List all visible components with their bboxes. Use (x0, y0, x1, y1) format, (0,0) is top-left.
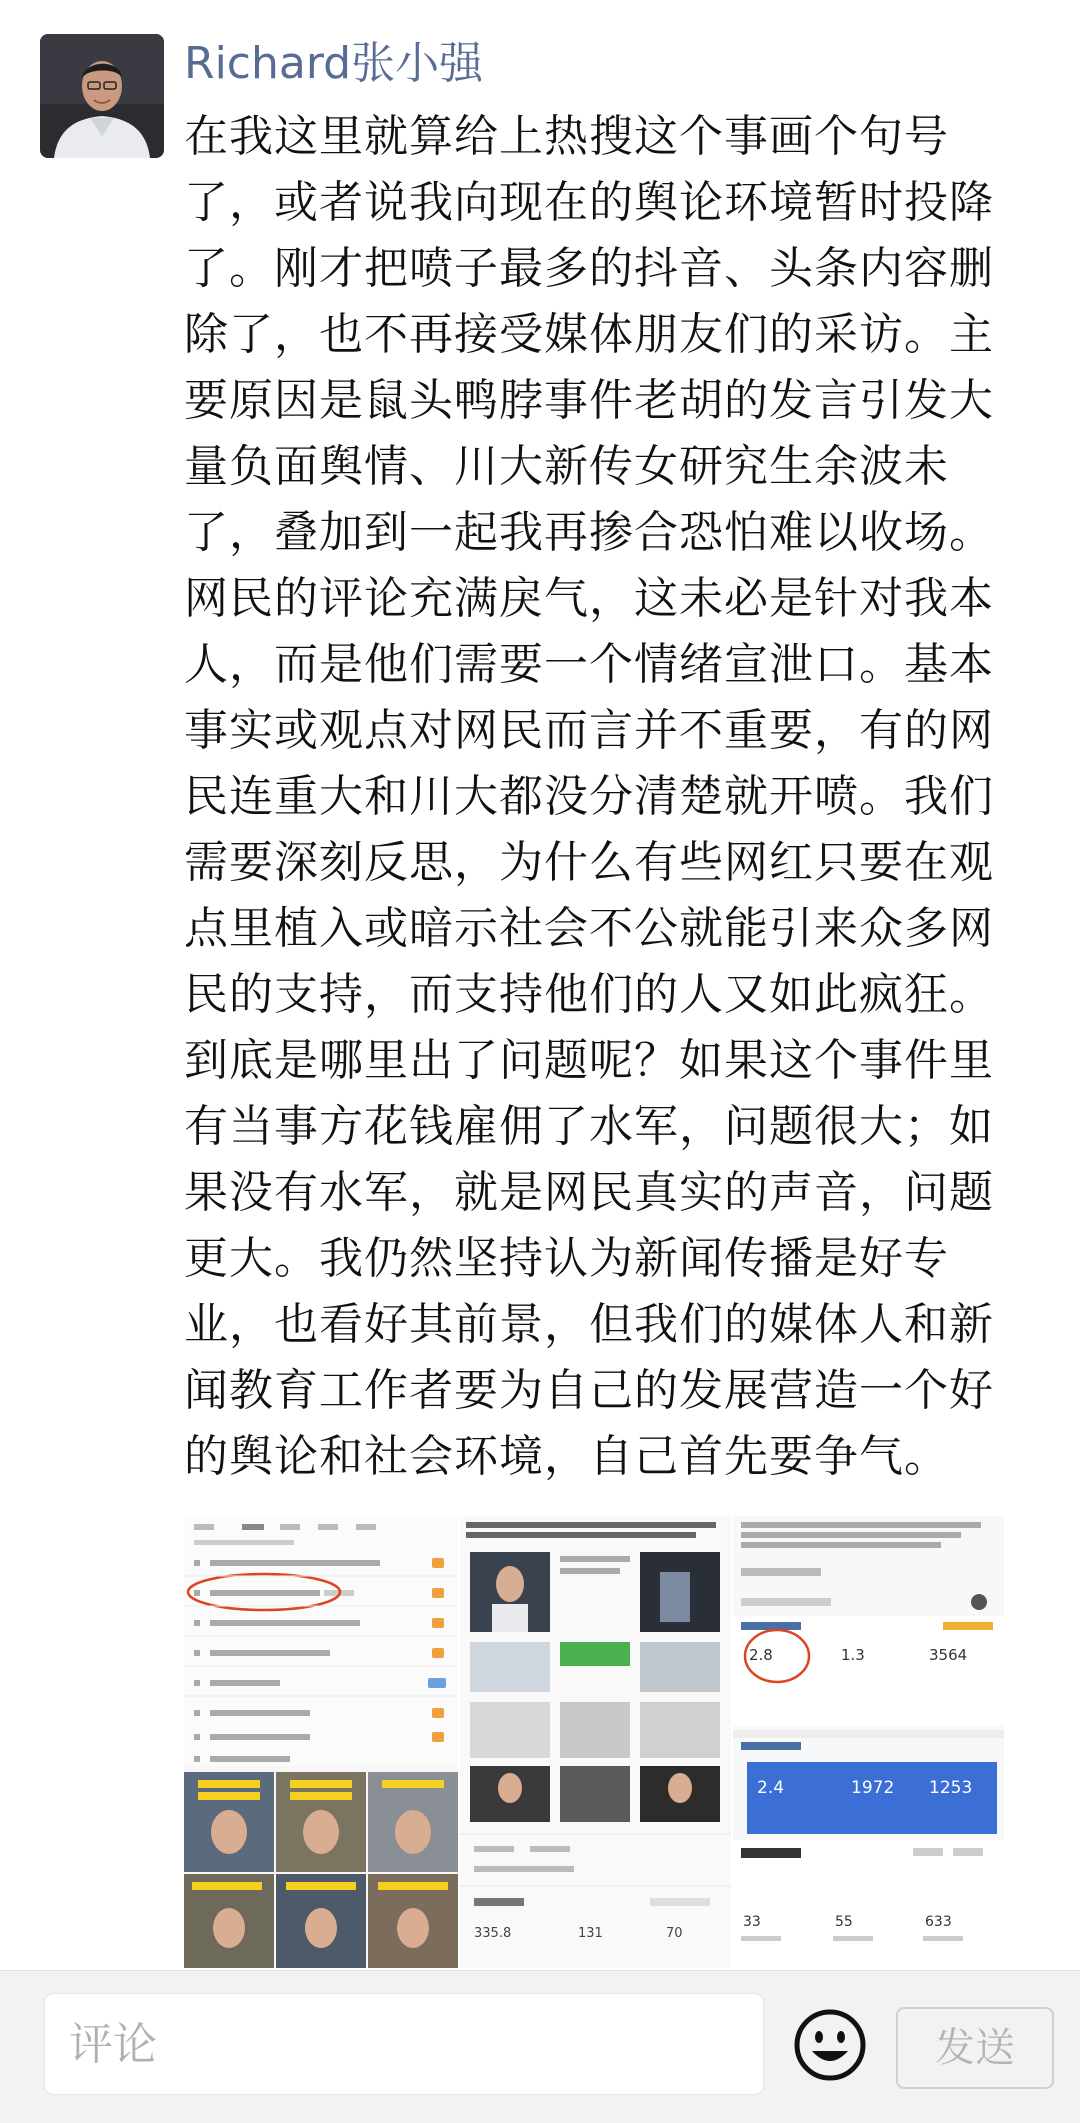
smiley-face-icon[interactable] (792, 2007, 868, 2083)
stat-value: 1.3 (841, 1646, 865, 1664)
stat-value: 633 (925, 1914, 952, 1930)
stat-value: 1972 (851, 1778, 895, 1798)
stat-value: 2.4 (757, 1778, 785, 1798)
send-button[interactable]: 发送 (896, 2007, 1054, 2089)
avatar-photo (40, 34, 164, 158)
comment-input[interactable] (44, 1993, 764, 2095)
author-name[interactable]: Richard张小强 (184, 38, 484, 89)
post-text: 在我这里就算给上热搜这个事画个句号了，或者说我向现在的舆论环境暂时投降了。刚才把喷子最多的抖音、头条内容删除了，也不再接受媒体朋友们的采访。主要原因是鼠头鸭脖事件老胡的发言引发大量负面舆情、川大新传女研究生余波未了，叠加到一起我再掺合恐怕难以收场。网民的评论充满戾气，这未必是针对我本人，而是他们需要一个情绪宣泄口。基本事实或观点对网民而言并不重要，有的网民连重大和川大都没分清楚就开喷。我们需要深刻反思，为什么有些网红只要在观点里植入或暗示社会不公就能引来众多网民的支持，而支持他们的人又如此疯狂。到底是哪里出了问题呢？如果这个事件里有当事方花钱雇佣了水军，问题很大；如果没有水军，就是网民真实的声音，问题更大。我仍然坚持认为新闻传播是好专业，也看好其前景，但我们的媒体人和新闻教育工作者要为自己的发展营造一个好的舆论和社会环境，自己首先要争气。 (184, 111, 994, 1482)
avatar[interactable] (40, 34, 164, 158)
image-thumbnail-1[interactable] (184, 1516, 458, 1968)
stat-value: 2.8 (749, 1646, 773, 1664)
image-thumbnail-2[interactable] (460, 1516, 731, 1968)
stat-value: 335.8 (474, 1926, 512, 1941)
stat-value: 55 (835, 1914, 853, 1930)
image-thumbnail-3[interactable] (733, 1516, 1004, 1968)
analytics-screenshot (733, 1516, 1004, 1968)
comment-placeholder: 评论 (69, 2019, 157, 2070)
stat-value: 131 (578, 1926, 603, 1941)
hot-search-list-screenshot (184, 1516, 458, 1968)
stat-value: 70 (666, 1926, 683, 1941)
stat-value: 33 (743, 1914, 761, 1930)
image-gallery (184, 1516, 1004, 1968)
comment-bar (0, 1970, 1080, 2123)
article-screenshot (460, 1516, 731, 1968)
stat-value: 1253 (929, 1778, 973, 1798)
stat-value: 3564 (929, 1646, 968, 1664)
